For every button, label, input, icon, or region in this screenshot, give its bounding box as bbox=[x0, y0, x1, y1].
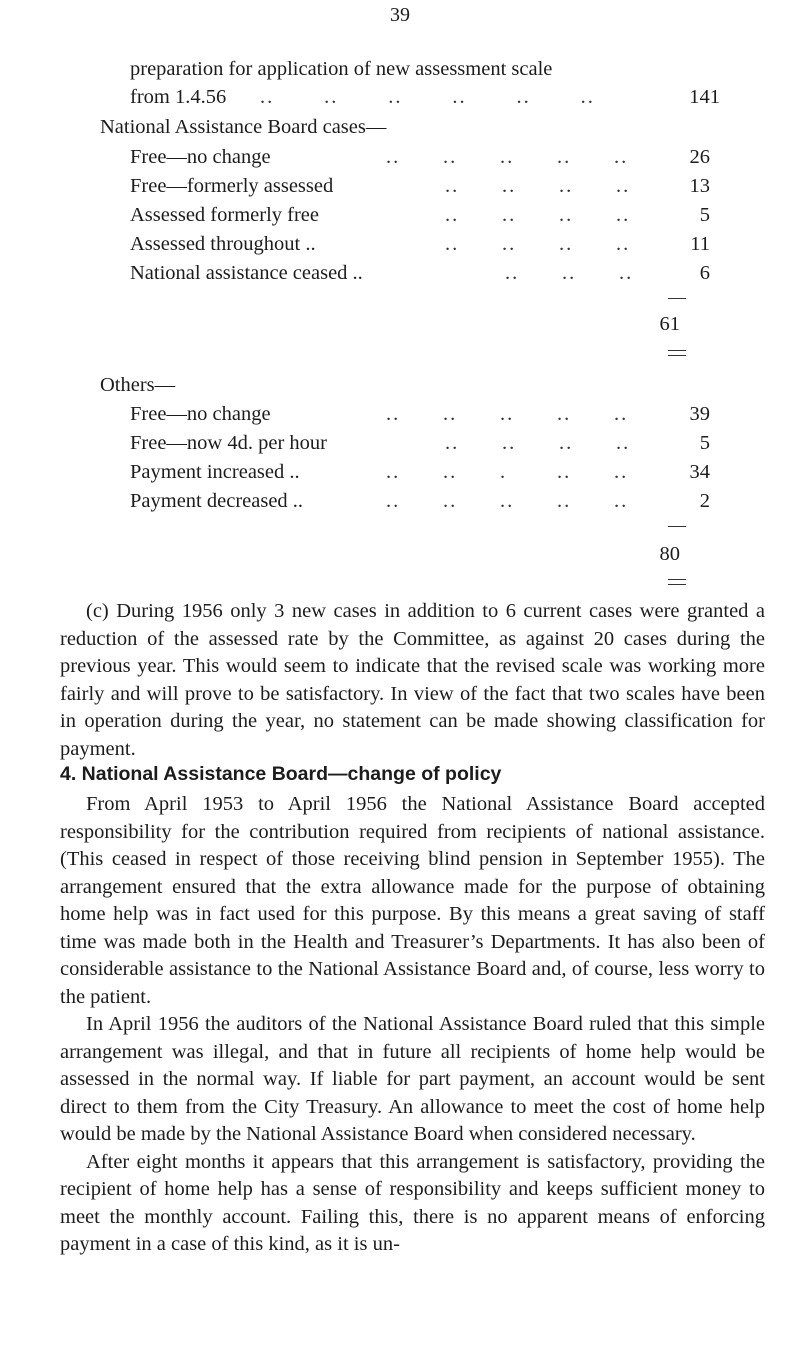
page-number: 39 bbox=[390, 4, 410, 26]
item-label: Free—no change bbox=[130, 146, 271, 168]
item-value: 26 bbox=[689, 146, 710, 168]
paragraph-c bbox=[60, 598, 765, 763]
intro-line-2-value: 141 bbox=[689, 86, 720, 108]
paragraph-text: In April 1956 the auditors of the National Assistance Board ruled that this simple arrangement was illegal, and that in future all recipients of home help would be assessed in the normal way. If liable for part payment, an account would be sent direct to them from the City Treasury. An allowance to meet the cost of home help would be made by the National Assistance Board when considered necessary. bbox=[60, 1013, 765, 1145]
leader-dots: .. .. .. bbox=[505, 262, 634, 284]
paragraph-text: From April 1953 to April 1956 the National Assistance Board accepted responsibility for the contribution required from recipients of national assistance. (This ceased in respect of those receiving blind pension in September 1955). The arrangement ensured that the extra allowance made for the purpose of obtaining home help was in fact used for this purpose. By this means a great saving of staff time was made both in the Health and Treasurer’s Departments. It has also been of considerable assistance to the National Assistance Board and, of course, less worry to the patient. bbox=[60, 793, 765, 1008]
double-rule bbox=[668, 579, 686, 585]
item-value: 5 bbox=[699, 432, 710, 454]
leader-dots: .. .. .. .. .. bbox=[386, 490, 629, 512]
item-value: 34 bbox=[689, 461, 710, 483]
leader-dots: .. .. .. .. bbox=[445, 233, 631, 255]
section-body bbox=[60, 791, 765, 1259]
leader-dots: .. .. .. .. bbox=[445, 432, 631, 454]
intro-line-2-label: from 1.4.56 bbox=[130, 86, 227, 108]
leader-dots: .. .. .. .. bbox=[445, 204, 631, 226]
item-label: Free—no change bbox=[130, 403, 271, 425]
item-label: Payment increased .. bbox=[130, 461, 300, 483]
section-heading: 4. National Assistance Board—change of policy bbox=[60, 763, 502, 785]
item-value: 6 bbox=[699, 262, 710, 284]
paragraph-text: (c) During 1956 only 3 new cases in addition to 6 current cases were granted a reduction of the assessed rate by the Committee, as against 20 cases during the previous year. This would seem to indicate that the revised scale was working more fairly and will prove to be satisfactory. In view of the fact that two scales have been in operation during the year, no statement can be made showing classification for payment. bbox=[60, 600, 765, 760]
leader-dots: .. .. .. .. .. bbox=[386, 146, 629, 168]
sum-rule bbox=[668, 298, 686, 299]
nab-total: 61 bbox=[659, 313, 680, 335]
leader-dots: .. .. .. .. .. bbox=[386, 403, 629, 425]
item-label: National assistance ceased .. bbox=[130, 262, 363, 284]
others-heading: Others— bbox=[100, 374, 176, 396]
intro-line-1: preparation for application of new assessment scale bbox=[130, 58, 553, 80]
item-label: Payment decreased .. bbox=[130, 490, 304, 512]
double-rule bbox=[668, 350, 686, 356]
item-value: 5 bbox=[699, 204, 710, 226]
sum-rule bbox=[668, 526, 686, 527]
item-value: 2 bbox=[699, 490, 710, 512]
leader-dots: .. .. .. .. bbox=[445, 175, 631, 197]
item-label: Assessed formerly free bbox=[130, 204, 319, 226]
item-value: 13 bbox=[689, 175, 710, 197]
item-value: 39 bbox=[689, 403, 710, 425]
nab-heading: National Assistance Board cases— bbox=[100, 116, 387, 138]
item-label: Assessed throughout .. bbox=[130, 233, 316, 255]
paragraph-text: After eight months it appears that this arrangement is satisfactory, providing the recipient of home help has a sense of responsibility and keeps sufficient money to meet the monthly account. Failing this, there is no apparent means of enforcing payment in a case of this kind, as it is un- bbox=[60, 1150, 765, 1255]
leader-dots: .. .. .. .. .. .. bbox=[260, 86, 595, 108]
item-value: 11 bbox=[690, 233, 710, 255]
leader-dots: .. .. . .. .. bbox=[386, 461, 629, 483]
item-label: Free—now 4d. per hour bbox=[130, 432, 327, 454]
others-total: 80 bbox=[659, 543, 680, 565]
item-label: Free—formerly assessed bbox=[130, 175, 334, 197]
